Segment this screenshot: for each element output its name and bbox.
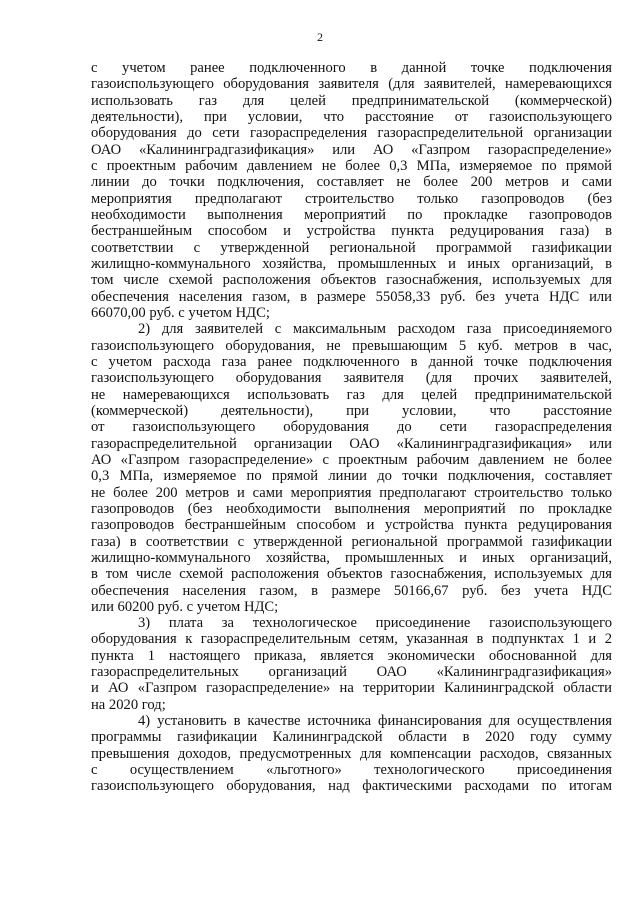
text-line: 66070,00 руб. с учетом НДС;	[91, 304, 270, 321]
text-line: необходимости выполнения мероприятий по прокладке газопроводов	[91, 206, 612, 223]
text-line: 2) для заявителей с максимальным расходом газа присоединяемого	[138, 321, 612, 338]
text-line: (коммерческой) деятельности), при условии, что расстояние	[91, 402, 612, 419]
text-line: 3) плата за технологическое присоединение газоиспользующего	[138, 615, 612, 632]
text-line: соответствии с утвержденной региональной программой газификации	[91, 239, 612, 256]
text-line: газоиспользующего оборудования заявителя (для прочих заявителей,	[91, 370, 612, 387]
text-line: газопроводов (без необходимости выполнения мероприятий по прокладке	[91, 500, 612, 517]
text-line: обеспечения населения газом, в размере 55058,33 руб. без учета НДС или	[91, 288, 612, 305]
text-line: с учетом расхода газа ранее подключенного в данной точке подключения	[91, 353, 612, 370]
text-line: газопроводов бестраншейным способом и устройства пункта редуцирования	[91, 517, 612, 534]
document-body	[91, 60, 612, 795]
text-line: в том числе схемой расположения объектов газоснабжения, используемых для	[91, 566, 612, 583]
text-line: ОАО «Калининградгазификация» или АО «Газпром газораспределение»	[91, 141, 612, 158]
text-line: на 2020 год;	[91, 696, 166, 713]
text-line: газа) в соответствии с утвержденной региональной программой газификации	[91, 533, 612, 550]
text-line: бестраншейным способом и устройства пункта редуцирования газа) в	[91, 223, 612, 240]
text-line: с проектным рабочим давлением не более 0,3 МПа, измеряемое по прямой	[91, 157, 612, 174]
text-line: оборудования к газораспределительным сетям, указанная в подпунктах 1 и 2	[91, 631, 612, 648]
text-line: от газоиспользующего оборудования до сети газораспределения	[91, 419, 612, 436]
text-line: газоиспользующего оборудования заявителя (для заявителей, намеревающихся	[91, 76, 612, 93]
text-line: с учетом ранее подключенного в данной точке подключения	[91, 60, 612, 76]
text-line: не намеревающихся использовать газ для целей предпринимательской	[91, 386, 612, 403]
text-line: программы газификации Калининградской области в 2020 году сумму	[91, 729, 612, 746]
text-line: жилищно-коммунального хозяйства, промышленных и иных организаций, в	[91, 255, 612, 272]
text-line: и АО «Газпром газораспределение» на территории Калининградской области	[91, 680, 612, 697]
text-line: обеспечения населения газом, в размере 50166,67 руб. без учета НДС	[91, 582, 612, 599]
text-line: газораспределительных организаций ОАО «Калининградгазификация»	[91, 664, 612, 681]
text-line: с осуществлением «льготного» технологического присоединения	[91, 762, 612, 779]
text-line: том числе схемой расположения объектов газоснабжения, используемых для	[91, 272, 612, 289]
page-number: 2	[317, 30, 323, 44]
text-line: или 60200 руб. с учетом НДС;	[91, 598, 279, 615]
text-line: деятельности), при условии, что расстояние от газоиспользующего	[91, 108, 612, 125]
text-line: использовать газ для целей предпринимательской (коммерческой)	[91, 92, 612, 109]
text-line: мероприятия предполагают строительство только газопроводов (без	[91, 190, 612, 207]
text-line: газоиспользующего оборудования, над фактическими расходами по итогам	[91, 778, 612, 795]
text-line: жилищно-коммунального хозяйства, промышленных и иных организаций,	[91, 549, 612, 566]
text-line: 0,3 МПа, измеряемое по прямой линии до точки подключения, составляет	[91, 468, 612, 485]
text-line: пункта 1 настоящего приказа, является экономически обоснованной для	[91, 647, 612, 664]
text-line: линии до точки подключения, составляет не более 200 метров и сами	[91, 174, 612, 191]
text-line: АО «Газпром газораспределение» с проектным рабочим давлением не более	[91, 451, 612, 468]
text-line: не более 200 метров и сами мероприятия предполагают строительство только	[91, 484, 612, 501]
text-line: газораспределительной организации ОАО «Калининградгазификация» или	[91, 435, 612, 452]
text-line: оборудования до сети газораспределения газораспределительной организации	[91, 125, 612, 142]
text-line: 4) установить в качестве источника финансирования для осуществления	[138, 713, 612, 730]
text-line: газоиспользующего оборудования, не превышающим 5 куб. метров в час,	[91, 337, 612, 354]
text-line: превышения доходов, предусмотренных для компенсации расходов, связанных	[91, 745, 612, 762]
